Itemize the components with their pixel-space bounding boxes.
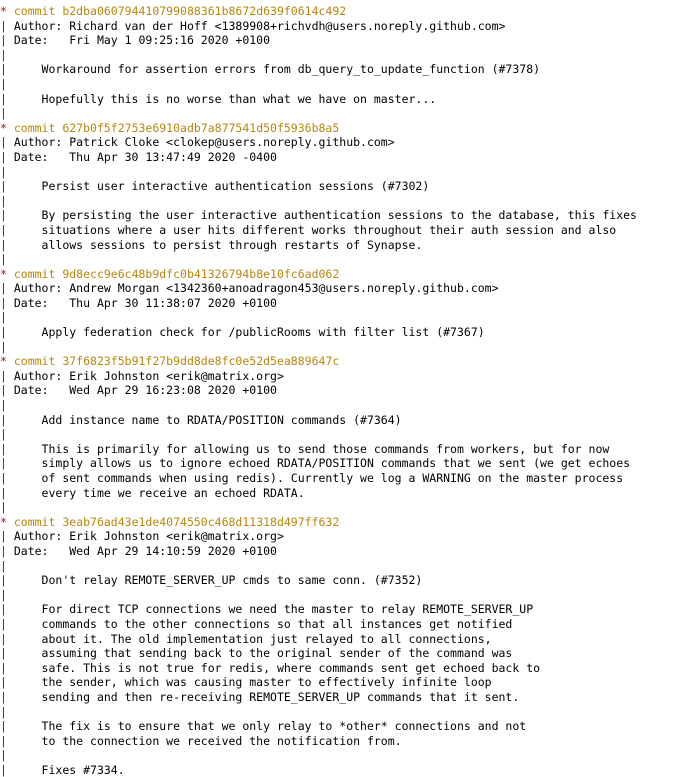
commit-meta-text: Author: Erik Johnston <erik@matrix.org> (13, 529, 284, 544)
commit-message-text: Don't relay REMOTE_SERVER_UP cmds to same conn. (#7352) (13, 573, 423, 588)
log-line (0, 719, 692, 734)
graph-pipe: | (0, 704, 14, 719)
commit-keyword: commit (13, 120, 63, 135)
log-line (0, 602, 692, 617)
graph-pipe: | (0, 398, 14, 413)
log-line (0, 252, 692, 267)
commit-message-text: Persist user interactive authentication sessions (#7302) (13, 179, 430, 194)
graph-pipe: | (0, 485, 14, 500)
graph-commit-marker: * (0, 354, 14, 369)
commit-meta-text: Author: Patrick Cloke <clokep@users.noreply.github.com> (13, 135, 395, 150)
log-line (0, 325, 692, 340)
commit-message-text: to the connection we received the notification from. (13, 733, 402, 748)
graph-pipe: | (0, 106, 14, 121)
graph-pipe: | (0, 719, 14, 734)
graph-pipe: | (0, 193, 14, 208)
commit-message-text: assuming that sending back to the original sender of the command was (13, 646, 513, 661)
log-line (0, 500, 692, 515)
log-line (0, 48, 692, 63)
graph-pipe: | (0, 587, 14, 602)
graph-pipe: | (0, 733, 14, 748)
commit-header-line (0, 4, 692, 19)
log-line (0, 427, 692, 442)
graph-pipe: | (0, 456, 14, 471)
graph-pipe: | (0, 500, 14, 515)
graph-pipe: | (0, 47, 14, 62)
commit-meta-text: Author: Andrew Morgan <1342360+anoadragon453@users.noreply.github.com> (13, 281, 499, 296)
graph-pipe: | (0, 325, 14, 340)
log-line (0, 705, 692, 720)
graph-pipe: | (0, 471, 14, 485)
commit-hash: 3eab76ad43e1de4074550c468d11318d497ff632 (62, 514, 340, 529)
log-line (0, 179, 692, 194)
graph-pipe: | (0, 368, 14, 383)
log-line (0, 442, 692, 457)
log-line (0, 544, 692, 559)
log-line (0, 62, 692, 77)
log-line (0, 150, 692, 165)
commit-header-line (0, 267, 692, 282)
log-line (0, 632, 692, 647)
log-line (0, 529, 692, 544)
log-line (0, 661, 692, 676)
log-line (0, 413, 692, 428)
graph-pipe: | (0, 616, 14, 631)
commit-message-text: simply allows us to ignore echoed RDATA/POSITION commands that we sent (we get echoes (13, 456, 631, 471)
log-line (0, 763, 692, 777)
commit-message-text: This is primarily for allowing us to send those commands from workers, but for now (13, 441, 610, 456)
log-line (0, 33, 692, 48)
commit-meta-text: Date: Wed Apr 29 14:10:59 2020 +0100 (13, 543, 277, 558)
graph-pipe: | (0, 33, 14, 48)
graph-commit-marker: * (0, 514, 14, 529)
log-line (0, 471, 692, 486)
log-line (0, 617, 692, 632)
graph-pipe: | (0, 748, 14, 763)
graph-commit-marker: * (0, 120, 14, 135)
graph-pipe: | (0, 149, 14, 164)
log-line (0, 369, 692, 384)
commit-header-line (0, 515, 692, 530)
graph-pipe: | (0, 762, 14, 777)
log-line (0, 748, 692, 763)
commit-message-text: The fix is to ensure that we only relay to *other* connections and not (13, 719, 527, 734)
log-line (0, 223, 692, 238)
log-line (0, 646, 692, 661)
graph-pipe: | (0, 543, 14, 558)
commit-meta-text: Author: Erik Johnston <erik@matrix.org> (13, 368, 284, 383)
commit-message-text: Fixes #7334. (13, 762, 125, 777)
graph-pipe: | (0, 91, 14, 106)
log-line (0, 310, 692, 325)
graph-commit-marker: * (0, 4, 14, 18)
log-line (0, 383, 692, 398)
graph-pipe: | (0, 164, 14, 179)
log-line (0, 208, 692, 223)
commit-message-text: Workaround for assertion errors from db_query_to_update_function (#7378) (13, 62, 541, 77)
log-line (0, 296, 692, 311)
commit-hash: 627b0f5f2753e6910adb7a877541d50f5936b8a5 (62, 120, 340, 135)
graph-pipe: | (0, 441, 14, 456)
commit-message-text: the sender, which was causing master to effectively infinite loop (13, 675, 492, 690)
log-line (0, 92, 692, 107)
graph-pipe: | (0, 179, 14, 194)
log-line (0, 456, 692, 471)
graph-pipe: | (0, 631, 14, 646)
log-line (0, 77, 692, 92)
log-line (0, 238, 692, 253)
commit-hash: 9d8ecc9e6c48b9dfc0b41326794b8e10fc6ad062 (62, 266, 340, 281)
graph-pipe: | (0, 427, 14, 442)
graph-pipe: | (0, 237, 14, 252)
log-line (0, 690, 692, 705)
log-line (0, 135, 692, 150)
commit-meta-text: Date: Wed Apr 29 16:23:08 2020 +0100 (13, 383, 277, 398)
commit-hash: 37f6823f5b91f27b9dd8de8fc0e52d5ea889647c (62, 354, 340, 369)
graph-pipe: | (0, 689, 14, 704)
log-line (0, 486, 692, 501)
commit-keyword: commit (13, 354, 63, 369)
log-line (0, 734, 692, 749)
commit-message-text: For direct TCP connections we need the master to relay REMOTE_SERVER_UP (13, 602, 534, 617)
log-line (0, 19, 692, 34)
graph-pipe: | (0, 281, 14, 296)
commit-meta-text: Date: Thu Apr 30 11:38:07 2020 +0100 (13, 295, 277, 310)
log-line (0, 573, 692, 588)
commit-message-text: every time we receive an echoed RDATA. (13, 485, 305, 500)
graph-pipe: | (0, 675, 14, 690)
graph-pipe: | (0, 646, 14, 661)
commit-message-text: sending and then re-receiving REMOTE_SERVER_UP commands that it sent. (13, 689, 520, 704)
commit-message-text: By persisting the user interactive authentication sessions to the database, this fixes (13, 208, 637, 223)
log-line (0, 559, 692, 574)
log-line (0, 281, 692, 296)
graph-pipe: | (0, 573, 14, 588)
commit-message-text: Hopefully this is no worse than what we have on master... (13, 91, 437, 106)
graph-pipe: | (0, 208, 14, 223)
log-line (0, 675, 692, 690)
log-line (0, 588, 692, 603)
graph-pipe: | (0, 310, 14, 325)
graph-pipe: | (0, 339, 14, 354)
log-line (0, 106, 692, 121)
commit-meta-text: Author: Richard van der Hoff <1389908+richvdh@users.noreply.github.com> (13, 18, 506, 33)
commit-message-text: Add instance name to RDATA/POSITION commands (#7364) (13, 412, 402, 427)
commit-message-text: allows sessions to persist through restarts of Synapse. (13, 237, 423, 252)
graph-pipe: | (0, 252, 14, 267)
graph-pipe: | (0, 660, 14, 675)
log-line (0, 165, 692, 180)
log-line (0, 340, 692, 355)
graph-pipe: | (0, 222, 14, 237)
graph-pipe: | (0, 295, 14, 310)
commit-message-text: of sent commands when using redis). Currently we log a WARNING on the master process (13, 471, 624, 485)
commit-meta-text: Date: Fri May 1 09:25:16 2020 +0100 (13, 33, 271, 48)
graph-pipe: | (0, 602, 14, 617)
graph-pipe: | (0, 18, 14, 33)
graph-pipe: | (0, 383, 14, 398)
commit-hash: b2dba060794410799088361b8672d639f0614c492 (62, 4, 347, 18)
graph-pipe: | (0, 76, 14, 91)
commit-message-text: situations where a user hits different works throughout their auth session and also (13, 222, 617, 237)
graph-commit-marker: * (0, 266, 14, 281)
graph-pipe: | (0, 558, 14, 573)
graph-pipe: | (0, 135, 14, 150)
commit-message-text: Apply federation check for /publicRooms with filter list (#7367) (13, 325, 485, 340)
graph-pipe: | (0, 62, 14, 77)
commit-meta-text: Date: Thu Apr 30 13:47:49 2020 -0400 (13, 149, 277, 164)
commit-message-text: safe. This is not true for redis, where commands sent get echoed back to (13, 660, 541, 675)
graph-pipe: | (0, 412, 14, 427)
commit-keyword: commit (13, 266, 63, 281)
commit-message-text: about it. The old implementation just relayed to all connections, (13, 631, 492, 646)
commit-keyword: commit (13, 4, 63, 18)
log-line (0, 194, 692, 209)
log-line (0, 398, 692, 413)
commit-header-line (0, 121, 692, 136)
commit-header-line (0, 354, 692, 369)
commit-keyword: commit (13, 514, 63, 529)
graph-pipe: | (0, 529, 14, 544)
commit-message-text: commands to the other connections so that all instances get notified (13, 616, 513, 631)
